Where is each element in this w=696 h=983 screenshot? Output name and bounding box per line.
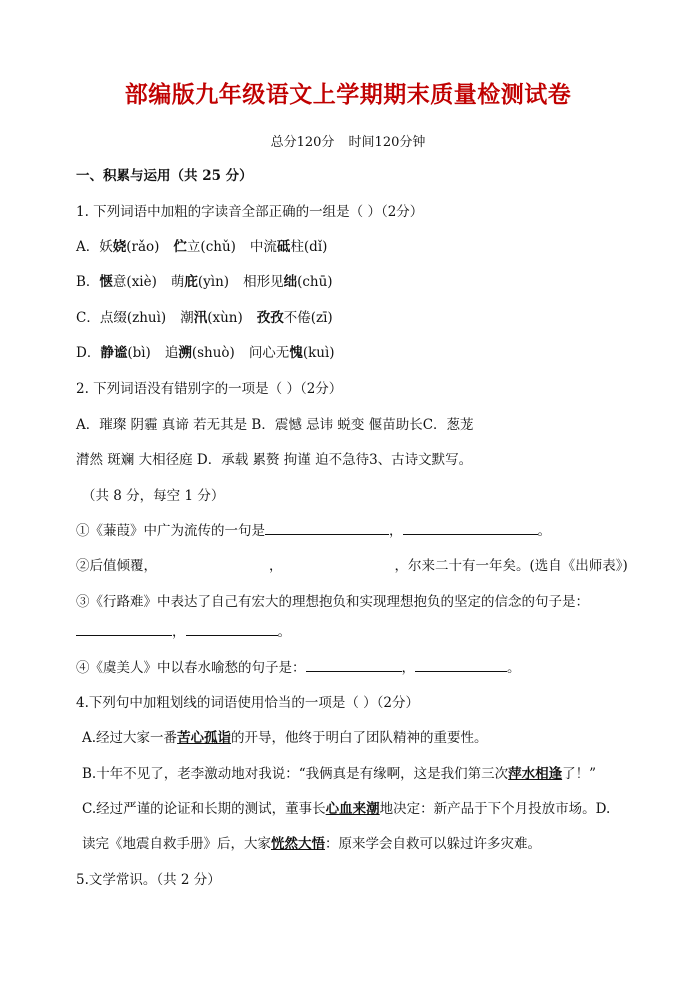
q3-score: （共 8 分，每空 1 分）: [82, 488, 225, 504]
q2-options-line2: 潸然 斑斓 大相径庭 D．承载 累赘 拘谨 迫不急待3、古诗文默写。: [76, 452, 473, 468]
q3-item-3-answers: ， 。: [76, 623, 291, 641]
q1-option-d: D．静谧(bì) 追溯(shuò) 问心无愧(kuì): [76, 345, 335, 361]
q4-option-d: 读完《地震自救手册》后，大家恍然大悟：原来学会自救可以躲过许多灾难。: [82, 836, 541, 852]
answer-blank[interactable]: [403, 522, 538, 535]
q3-item-3: ③《行路难》中表达了自己有宏大的理想抱负和实现理想抱负的坚定的信念的句子是：: [76, 594, 589, 610]
q5-stem: 5.文学常识。（共 2 分）: [76, 872, 221, 888]
page-title: 部编版九年级语文上学期期末质量检测试卷: [124, 82, 572, 108]
answer-blank[interactable]: [306, 659, 402, 672]
answer-blank[interactable]: [186, 623, 278, 636]
section-heading: 一、积累与运用（共 25 分）: [76, 168, 253, 184]
q3-item-2: ②后值倾覆， ， ，尔来二十有一年矣。(选自《出师表》): [76, 558, 628, 574]
q4-option-b: B.十年不见了，老李激动地对我说：“我俩真是有缘啊，这是我们第三次萍水相逢了！”: [82, 766, 597, 782]
q2-options-line1: A．璀璨 阴霾 真谛 若无其是 B．震憾 忌讳 蜕变 偃苗助长C．葱茏: [76, 417, 474, 433]
q1-stem: 1. 下列词语中加粗的字读音全部正确的一组是（ ）（2分）: [76, 204, 424, 220]
q4-option-c: C.经过严谨的论证和长期的测试，董事长心血来潮地决定：新产品于下个月投放市场。D.: [82, 801, 611, 817]
q3-item-4: ④《虞美人》中以春水喻愁的句子是： ， 。: [76, 660, 521, 676]
q2-stem: 2. 下列词语没有错别字的一项是（ ）（2分）: [76, 381, 343, 397]
q3-item-1: ①《蒹葭》中广为流传的一句是 ， 。: [76, 523, 551, 539]
q1-option-a: A．妖娆(rǎo) 伫立(chǔ) 中流砥柱(dǐ): [76, 239, 328, 255]
answer-blank[interactable]: [415, 659, 507, 672]
q1-option-c: C．点缀(zhuì) 潮汛(xùn) 孜孜不倦(zī): [76, 310, 333, 326]
q4-option-a: A.经过大家一番苦心孤诣的开导，他终于明白了团队精神的重要性。: [82, 730, 488, 746]
answer-blank[interactable]: [265, 522, 389, 535]
page-subtitle: 总分120分 时间120分钟: [270, 135, 426, 150]
q4-stem: 4.下列句中加粗划线的词语使用恰当的一项是（ ）（2分）: [76, 695, 420, 711]
q1-option-b: B．惬意(xiè) 萌庇(yìn) 相形见绌(chū): [76, 274, 333, 290]
answer-blank[interactable]: [76, 623, 172, 636]
